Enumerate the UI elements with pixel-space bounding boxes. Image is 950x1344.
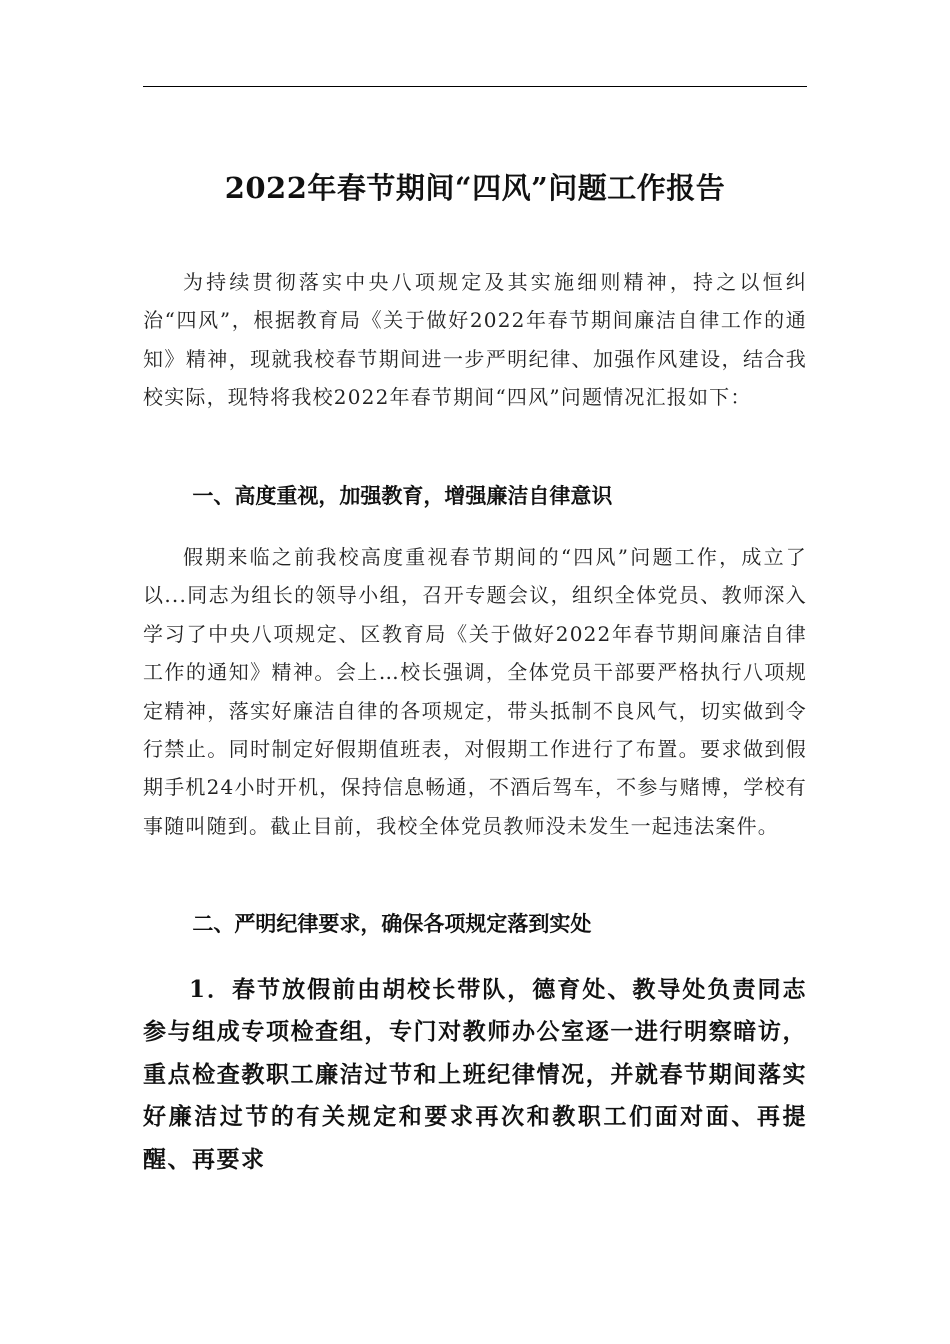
section1-body-block bbox=[143, 538, 807, 845]
section2-item1-paragraph: 1．春节放假前由胡校长带队，德育处、教导处负责同志参与组成专项检查组，专门对教师办公室逐一进行明察暗访，重点检查教职工廉洁过节和上班纪律情况，并就春节期间落实好廉洁过节的有关规定和要求再次和教职工们面对面、再提醒、再要求 bbox=[143, 976, 807, 1173]
section2-heading-block bbox=[143, 904, 807, 944]
intro-paragraph: 为持续贯彻落实中央八项规定及其实施细则精神，持之以恒纠治“四风”，根据教育局《关于做好2022年春节期间廉洁自律工作的通知》精神，现就我校春节期间进一步严明纪律、加强作风建设，结合我校实际，现特将我校2022年春节期间“四风”问题情况汇报如下： bbox=[143, 270, 807, 410]
document-title: 2022年春节期间“四风”问题工作报告 bbox=[224, 171, 726, 205]
section2-heading: 二、严明纪律要求，确保各项规定落到实处 bbox=[192, 912, 592, 936]
header-rule bbox=[143, 86, 807, 87]
section1-heading: 一、高度重视，加强教育，增强廉洁自律意识 bbox=[192, 484, 613, 508]
section1-paragraph: 假期来临之前我校高度重视春节期间的“四风”问题工作，成立了以...同志为组长的领导小组，召开专题会议，组织全体党员、教师深入学习了中央八项规定、区教育局《关于做好2022年春节期间廉洁自律工作的通知》精神。会上…校长强调，全体党员干部要严格执行八项规定精神，落实好廉洁自律的各项规定，带头抵制不良风气，切实做到令行禁止。同时制定好假期值班表，对假期工作进行了布置。要求做到假期手机24小时开机，保持信息畅通，不酒后驾车，不参与赌博，学校有事随叫随到。截止目前，我校全体党员教师没未发生一起违法案件。 bbox=[143, 545, 807, 838]
section2-item1-block bbox=[143, 969, 807, 1181]
intro-block bbox=[143, 263, 807, 417]
section1-heading-block bbox=[143, 476, 807, 516]
